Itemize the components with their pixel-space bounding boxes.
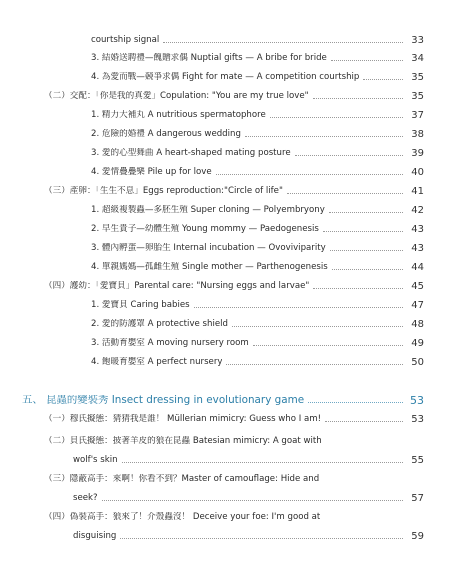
toc-entry[interactable] xyxy=(91,224,424,235)
dot-leader xyxy=(216,174,403,175)
dot-leader xyxy=(313,98,403,99)
toc-entry-page: 43 xyxy=(411,224,424,235)
toc-section-continued[interactable] xyxy=(73,531,424,542)
toc-entry-label: （一）穆氏擬態：猜猜我是誰！ Müllerian mimicry: Guess who I am! xyxy=(44,414,322,424)
dot-leader xyxy=(122,462,403,463)
toc-entry[interactable] xyxy=(91,357,424,368)
dot-leader xyxy=(295,155,403,156)
toc-chapter-label: 五、 昆蟲的變裝秀 Insect dressing in evolutionary game xyxy=(22,395,305,406)
toc-entry-page: 44 xyxy=(411,262,424,273)
toc-entry[interactable] xyxy=(91,72,424,83)
dot-leader xyxy=(332,269,403,270)
dot-leader xyxy=(163,42,403,43)
dot-leader xyxy=(194,307,403,308)
toc-entry-page: 49 xyxy=(411,338,424,349)
toc-entry[interactable] xyxy=(91,53,424,64)
toc-entry-label: seek? xyxy=(73,493,98,503)
toc-entry-label: 3. 體內孵蛋—卵胎生 Internal incubation — Ovoviviparity xyxy=(91,243,326,253)
dot-leader xyxy=(363,79,403,80)
toc-entry[interactable] xyxy=(91,262,424,273)
toc-section[interactable] xyxy=(44,281,424,292)
dot-leader xyxy=(102,500,403,501)
dot-leader xyxy=(245,136,403,137)
toc-chapter-page: 53 xyxy=(410,394,424,407)
dot-leader xyxy=(323,231,403,232)
dot-leader xyxy=(253,345,403,346)
toc-entry-label: （二）貝氏擬態：披著羊皮的狼在昆蟲 Batesian mimicry: A goat with xyxy=(44,436,322,446)
dot-leader xyxy=(331,60,403,61)
dot-leader xyxy=(330,250,403,251)
toc-entry-page: 45 xyxy=(411,281,424,292)
toc-entry-page: 41 xyxy=(411,186,424,197)
toc-entry[interactable] xyxy=(91,300,424,311)
toc-entry[interactable] xyxy=(91,35,424,46)
toc-entry-label: （四）護幼：「愛寶貝」Parental care: "Nursing eggs and larvae" xyxy=(44,281,310,291)
toc-entry-page: 55 xyxy=(411,455,424,466)
toc-entry-page: 38 xyxy=(411,129,424,140)
toc-entry-page: 33 xyxy=(411,35,424,46)
toc-entry-page: 48 xyxy=(411,319,424,330)
dot-leader xyxy=(226,364,403,365)
toc-entry-label: 2. 早生貴子—幼體生殖 Young mommy — Paedogenesis xyxy=(91,224,319,234)
dot-leader xyxy=(270,117,403,118)
toc-entry-label: （三）隱蔽高手：來啊！你看不到？Master of camouflage: Hide and xyxy=(44,474,320,484)
toc-entry-label: courtship signal xyxy=(91,35,160,45)
toc-entry-label: 4. 為愛而戰—競爭求偶 Fight for mate — A competition courtship xyxy=(91,72,360,82)
toc-section[interactable] xyxy=(44,414,424,425)
toc-entry-label: wolf's skin xyxy=(73,455,118,465)
toc-entry-label: 1. 精力大補丸 A nutritious spermatophore xyxy=(91,110,266,120)
toc-entry-label: （三）產卵：「生生不息」Eggs reproduction:"Circle of life" xyxy=(44,186,283,196)
toc-entry-page: 34 xyxy=(411,53,424,64)
dot-leader xyxy=(313,288,403,289)
toc-entry[interactable] xyxy=(91,167,424,178)
dot-leader xyxy=(308,402,403,403)
toc-chapter[interactable] xyxy=(22,395,424,406)
toc-section[interactable] xyxy=(44,512,424,523)
toc-entry-label: 4. 愛情疊疊樂 Pile up for love xyxy=(91,167,212,177)
toc-entry[interactable] xyxy=(91,110,424,121)
toc-entry-page: 35 xyxy=(411,91,424,102)
toc-section[interactable] xyxy=(44,436,424,447)
toc-entry-label: （二）交配：「你是我的真愛」Copulation: "You are my true love" xyxy=(44,91,309,101)
dot-leader xyxy=(287,193,403,194)
toc-entry-page: 42 xyxy=(411,205,424,216)
toc-entry-label: 3. 活動育嬰室 A moving nursery room xyxy=(91,338,249,348)
dot-leader xyxy=(120,538,403,539)
toc-entry[interactable] xyxy=(91,338,424,349)
toc-entry-label: 3. 愛的心型舞曲 A heart-shaped mating posture xyxy=(91,148,291,158)
toc-entry-label: （四）偽裝高手：狼來了！介殼蟲沒！ Deceive your foe: I'm good at xyxy=(44,512,321,522)
toc-entry-label: 3. 結婚送聘禮—餽贈求偶 Nuptial gifts — A bribe for bride xyxy=(91,53,327,63)
toc-entry-label: disguising xyxy=(73,531,117,541)
dot-leader xyxy=(325,421,403,422)
toc-entry-label: 2. 愛的防護罩 A protective shield xyxy=(91,319,228,329)
toc-section-continued[interactable] xyxy=(73,455,424,466)
toc-entry[interactable] xyxy=(91,243,424,254)
toc-entry-label: 1. 愛寶貝 Caring babies xyxy=(91,300,190,310)
toc-entry-label: 2. 危險的婚禮 A dangerous wedding xyxy=(91,129,241,139)
toc-entry-label: 4. 單親媽媽—孤雌生殖 Single mother — Parthenogenesis xyxy=(91,262,328,272)
toc-section-continued[interactable] xyxy=(73,493,424,504)
toc-section[interactable] xyxy=(44,91,424,102)
toc-entry-page: 37 xyxy=(411,110,424,121)
toc-entry[interactable] xyxy=(91,148,424,159)
toc-entry-label: 1. 超級複製蟲—多胚生殖 Super cloning — Polyembryony xyxy=(91,205,325,215)
toc-entry-page: 47 xyxy=(411,300,424,311)
toc-section[interactable] xyxy=(44,474,424,485)
toc-entry[interactable] xyxy=(91,205,424,216)
toc-entry-page: 53 xyxy=(411,414,424,425)
toc-section[interactable] xyxy=(44,186,424,197)
dot-leader xyxy=(232,326,403,327)
toc-entry-label: 4. 飽暖育嬰室 A perfect nursery xyxy=(91,357,223,367)
toc-entry-page: 57 xyxy=(411,493,424,504)
dot-leader xyxy=(329,212,403,213)
toc-entry-page: 35 xyxy=(411,72,424,83)
toc-entry[interactable] xyxy=(91,319,424,330)
toc-entry-page: 59 xyxy=(411,531,424,542)
toc-entry-page: 50 xyxy=(411,357,424,368)
toc-entry-page: 43 xyxy=(411,243,424,254)
toc-entry-page: 39 xyxy=(411,148,424,159)
toc-entry[interactable] xyxy=(91,129,424,140)
toc-entry-page: 40 xyxy=(411,167,424,178)
